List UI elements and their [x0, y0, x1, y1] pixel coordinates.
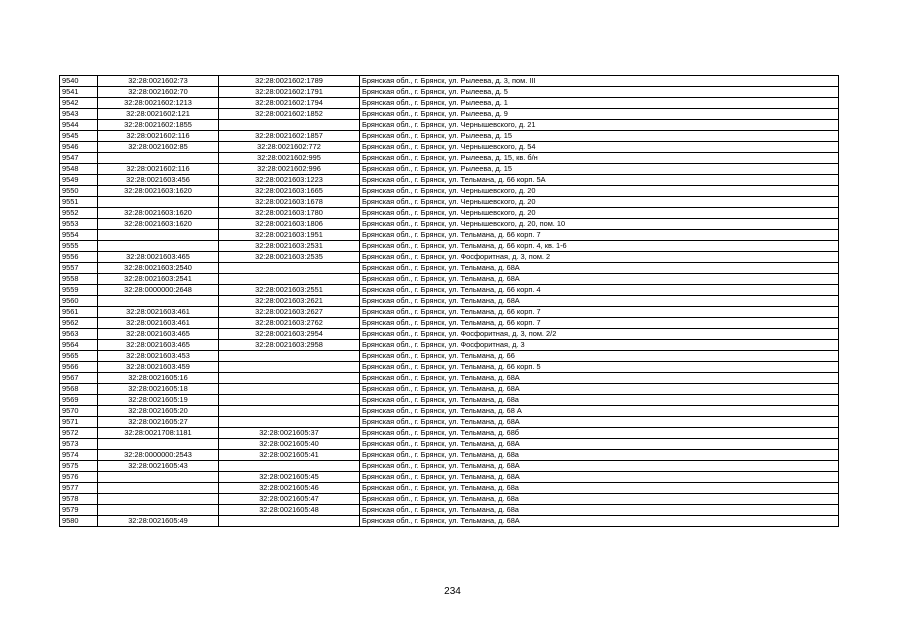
table-row [60, 142, 839, 153]
address-cell: Брянская обл., г. Брянск, ул. Тельмана, д. 66 корп. 7 [360, 318, 839, 329]
address-cell: Брянская обл., г. Брянск, ул. Тельмана, д. 66 корп. 5А [360, 175, 839, 186]
parent-cadastral-number-cell: 32:28:0021602:1857 [219, 131, 360, 142]
row-number-cell: 9569 [60, 395, 98, 406]
cadastral-number-cell: 32:28:0021603:461 [98, 318, 219, 329]
address-cell: Брянская обл., г. Брянск, ул. Тельмана, д. 68А [360, 461, 839, 472]
cadastral-number-cell: 32:28:0021602:121 [98, 109, 219, 120]
cadastral-number-cell: 32:28:0021605:16 [98, 373, 219, 384]
cadastral-number-cell: 32:28:0021603:2540 [98, 263, 219, 274]
cadastral-number-cell [98, 472, 219, 483]
row-number-cell: 9550 [60, 186, 98, 197]
cadastral-number-cell: 32:28:0021605:43 [98, 461, 219, 472]
parent-cadastral-number-cell: 32:28:0021603:1780 [219, 208, 360, 219]
cadastral-number-cell: 32:28:0021603:465 [98, 252, 219, 263]
table-row [60, 230, 839, 241]
row-number-cell: 9547 [60, 153, 98, 164]
parent-cadastral-number-cell: 32:28:0021603:1806 [219, 219, 360, 230]
parent-cadastral-number-cell [219, 362, 360, 373]
parent-cadastral-number-cell [219, 384, 360, 395]
cadastral-number-cell: 32:28:0021603:1620 [98, 219, 219, 230]
address-cell: Брянская обл., г. Брянск, ул. Чернышевского, д. 20 [360, 197, 839, 208]
table-row [60, 472, 839, 483]
address-cell: Брянская обл., г. Брянск, ул. Чернышевского, д. 54 [360, 142, 839, 153]
registry-table-body [60, 76, 839, 527]
cadastral-number-cell [98, 505, 219, 516]
address-cell: Брянская обл., г. Брянск, ул. Чернышевского, д. 20, пом. 10 [360, 219, 839, 230]
address-cell: Брянская обл., г. Брянск, ул. Тельмана, д. 68а [360, 483, 839, 494]
row-number-cell: 9559 [60, 285, 98, 296]
cadastral-number-cell: 32:28:0021602:70 [98, 87, 219, 98]
parent-cadastral-number-cell: 32:28:0021605:47 [219, 494, 360, 505]
table-row [60, 395, 839, 406]
cadastral-number-cell: 32:28:0021602:116 [98, 131, 219, 142]
cadastral-number-cell [98, 439, 219, 450]
table-row [60, 285, 839, 296]
table-row [60, 406, 839, 417]
parent-cadastral-number-cell [219, 263, 360, 274]
table-row [60, 131, 839, 142]
address-cell: Брянская обл., г. Брянск, ул. Рылеева, д. 3, пом. III [360, 76, 839, 87]
table-row [60, 109, 839, 120]
address-cell: Брянская обл., г. Брянск, ул. Рылеева, д. 1 [360, 98, 839, 109]
table-row [60, 428, 839, 439]
address-cell: Брянская обл., г. Брянск, ул. Тельмана, д. 66 корп. 7 [360, 230, 839, 241]
cadastral-number-cell [98, 197, 219, 208]
cadastral-number-cell [98, 296, 219, 307]
cadastral-number-cell [98, 483, 219, 494]
address-cell: Брянская обл., г. Брянск, ул. Тельмана, д. 66 корп. 4, кв. 1-6 [360, 241, 839, 252]
cadastral-number-cell: 32:28:0021603:461 [98, 307, 219, 318]
address-cell: Брянская обл., г. Брянск, ул. Тельмана, д. 68б [360, 428, 839, 439]
parent-cadastral-number-cell: 32:28:0021605:40 [219, 439, 360, 450]
table-row [60, 516, 839, 527]
row-number-cell: 9553 [60, 219, 98, 230]
parent-cadastral-number-cell: 32:28:0021603:2531 [219, 241, 360, 252]
address-cell: Брянская обл., г. Брянск, ул. Тельмана, д. 68А [360, 439, 839, 450]
table-row [60, 483, 839, 494]
parent-cadastral-number-cell: 32:28:0021603:1223 [219, 175, 360, 186]
parent-cadastral-number-cell: 32:28:0021603:2535 [219, 252, 360, 263]
parent-cadastral-number-cell [219, 461, 360, 472]
row-number-cell: 9570 [60, 406, 98, 417]
address-cell: Брянская обл., г. Брянск, ул. Рылеева, д. 15 [360, 164, 839, 175]
row-number-cell: 9548 [60, 164, 98, 175]
parent-cadastral-number-cell: 32:28:0021602:772 [219, 142, 360, 153]
address-cell: Брянская обл., г. Брянск, ул. Тельмана, д. 68А [360, 472, 839, 483]
row-number-cell: 9554 [60, 230, 98, 241]
cadastral-number-cell: 32:28:0021603:1620 [98, 208, 219, 219]
cadastral-number-cell: 32:28:0021603:456 [98, 175, 219, 186]
parent-cadastral-number-cell: 32:28:0021605:45 [219, 472, 360, 483]
address-cell: Брянская обл., г. Брянск, ул. Тельмана, д. 68А [360, 274, 839, 285]
cadastral-number-cell: 32:28:0021602:73 [98, 76, 219, 87]
cadastral-number-cell: 32:28:0021602:85 [98, 142, 219, 153]
row-number-cell: 9564 [60, 340, 98, 351]
cadastral-number-cell: 32:28:0000000:2648 [98, 285, 219, 296]
parent-cadastral-number-cell [219, 417, 360, 428]
cadastral-number-cell: 32:28:0021603:1620 [98, 186, 219, 197]
table-row [60, 153, 839, 164]
parent-cadastral-number-cell [219, 274, 360, 285]
address-cell: Брянская обл., г. Брянск, ул. Фосфоритная, д. 3, пом. 2/2 [360, 329, 839, 340]
row-number-cell: 9540 [60, 76, 98, 87]
table-row [60, 252, 839, 263]
table-row [60, 274, 839, 285]
table-row [60, 340, 839, 351]
parent-cadastral-number-cell [219, 395, 360, 406]
row-number-cell: 9543 [60, 109, 98, 120]
table-row [60, 87, 839, 98]
parent-cadastral-number-cell: 32:28:0021602:995 [219, 153, 360, 164]
parent-cadastral-number-cell: 32:28:0021603:2954 [219, 329, 360, 340]
table-row [60, 186, 839, 197]
cadastral-number-cell: 32:28:0021602:116 [98, 164, 219, 175]
table-row [60, 164, 839, 175]
row-number-cell: 9561 [60, 307, 98, 318]
row-number-cell: 9552 [60, 208, 98, 219]
table-row [60, 384, 839, 395]
row-number-cell: 9562 [60, 318, 98, 329]
cadastral-number-cell: 32:28:0021605:49 [98, 516, 219, 527]
cadastral-number-cell: 32:28:0021605:27 [98, 417, 219, 428]
row-number-cell: 9575 [60, 461, 98, 472]
table-row [60, 494, 839, 505]
table-row [60, 263, 839, 274]
parent-cadastral-number-cell [219, 373, 360, 384]
cadastral-number-cell: 32:28:0021708:1181 [98, 428, 219, 439]
cadastral-number-cell: 32:28:0021603:453 [98, 351, 219, 362]
row-number-cell: 9544 [60, 120, 98, 131]
parent-cadastral-number-cell [219, 120, 360, 131]
parent-cadastral-number-cell: 32:28:0021602:1794 [219, 98, 360, 109]
address-cell: Брянская обл., г. Брянск, ул. Тельмана, д. 68 А [360, 406, 839, 417]
parent-cadastral-number-cell: 32:28:0021603:2958 [219, 340, 360, 351]
table-row [60, 307, 839, 318]
cadastral-number-cell: 32:28:0021602:1213 [98, 98, 219, 109]
address-cell: Брянская обл., г. Брянск, ул. Фосфоритная, д. 3, пом. 2 [360, 252, 839, 263]
table-row [60, 175, 839, 186]
address-cell: Брянская обл., г. Брянск, ул. Тельмана, д. 68А [360, 516, 839, 527]
parent-cadastral-number-cell [219, 406, 360, 417]
page-number: 234 [444, 586, 461, 597]
table-row [60, 461, 839, 472]
row-number-cell: 9574 [60, 450, 98, 461]
row-number-cell: 9568 [60, 384, 98, 395]
cadastral-number-cell: 32:28:0021603:465 [98, 340, 219, 351]
row-number-cell: 9558 [60, 274, 98, 285]
cadastral-number-cell: 32:28:0021603:459 [98, 362, 219, 373]
row-number-cell: 9572 [60, 428, 98, 439]
cadastral-number-cell [98, 230, 219, 241]
cadastral-number-cell: 32:28:0021602:1855 [98, 120, 219, 131]
parent-cadastral-number-cell: 32:28:0021603:1678 [219, 197, 360, 208]
table-row [60, 373, 839, 384]
table-row [60, 98, 839, 109]
parent-cadastral-number-cell: 32:28:0021603:2627 [219, 307, 360, 318]
address-cell: Брянская обл., г. Брянск, ул. Чернышевского, д. 21 [360, 120, 839, 131]
parent-cadastral-number-cell: 32:28:0021602:1789 [219, 76, 360, 87]
table-row [60, 417, 839, 428]
cadastral-number-cell [98, 241, 219, 252]
row-number-cell: 9557 [60, 263, 98, 274]
table-row [60, 362, 839, 373]
address-cell: Брянская обл., г. Брянск, ул. Тельмана, д. 66 корп. 7 [360, 307, 839, 318]
address-cell: Брянская обл., г. Брянск, ул. Тельмана, д. 68а [360, 494, 839, 505]
cadastral-number-cell: 32:28:0021603:2541 [98, 274, 219, 285]
table-row [60, 318, 839, 329]
row-number-cell: 9546 [60, 142, 98, 153]
address-cell: Брянская обл., г. Брянск, ул. Тельмана, д. 66 корп. 5 [360, 362, 839, 373]
row-number-cell: 9566 [60, 362, 98, 373]
row-number-cell: 9567 [60, 373, 98, 384]
address-cell: Брянская обл., г. Брянск, ул. Чернышевского, д. 20 [360, 186, 839, 197]
address-cell: Брянская обл., г. Брянск, ул. Тельмана, д. 68А [360, 296, 839, 307]
address-cell: Брянская обл., г. Брянск, ул. Рылеева, д. 9 [360, 109, 839, 120]
address-cell: Брянская обл., г. Брянск, ул. Фосфоритная, д. 3 [360, 340, 839, 351]
row-number-cell: 9545 [60, 131, 98, 142]
parent-cadastral-number-cell: 32:28:0021603:1951 [219, 230, 360, 241]
parent-cadastral-number-cell: 32:28:0021602:1791 [219, 87, 360, 98]
row-number-cell: 9555 [60, 241, 98, 252]
row-number-cell: 9551 [60, 197, 98, 208]
parent-cadastral-number-cell: 32:28:0021603:2551 [219, 285, 360, 296]
table-row [60, 241, 839, 252]
address-cell: Брянская обл., г. Брянск, ул. Тельмана, д. 68а [360, 505, 839, 516]
parent-cadastral-number-cell: 32:28:0021603:2621 [219, 296, 360, 307]
parent-cadastral-number-cell: 32:28:0021603:1665 [219, 186, 360, 197]
parent-cadastral-number-cell [219, 351, 360, 362]
row-number-cell: 9565 [60, 351, 98, 362]
table-row [60, 329, 839, 340]
table-row [60, 351, 839, 362]
registry-table [59, 75, 839, 527]
parent-cadastral-number-cell: 32:28:0021605:41 [219, 450, 360, 461]
address-cell: Брянская обл., г. Брянск, ул. Чернышевского, д. 20 [360, 208, 839, 219]
address-cell: Брянская обл., г. Брянск, ул. Рылеева, д. 15 [360, 131, 839, 142]
parent-cadastral-number-cell: 32:28:0021602:996 [219, 164, 360, 175]
address-cell: Брянская обл., г. Брянск, ул. Тельмана, д. 68а [360, 450, 839, 461]
row-number-cell: 9560 [60, 296, 98, 307]
address-cell: Брянская обл., г. Брянск, ул. Рылеева, д. 5 [360, 87, 839, 98]
parent-cadastral-number-cell: 32:28:0021605:48 [219, 505, 360, 516]
table-row [60, 505, 839, 516]
cadastral-number-cell: 32:28:0021605:19 [98, 395, 219, 406]
row-number-cell: 9577 [60, 483, 98, 494]
row-number-cell: 9580 [60, 516, 98, 527]
address-cell: Брянская обл., г. Брянск, ул. Тельмана, д. 68А [360, 417, 839, 428]
parent-cadastral-number-cell: 32:28:0021605:37 [219, 428, 360, 439]
row-number-cell: 9576 [60, 472, 98, 483]
cadastral-number-cell [98, 153, 219, 164]
parent-cadastral-number-cell: 32:28:0021602:1852 [219, 109, 360, 120]
address-cell: Брянская обл., г. Брянск, ул. Тельмана, д. 68А [360, 263, 839, 274]
cadastral-number-cell: 32:28:0000000:2543 [98, 450, 219, 461]
address-cell: Брянская обл., г. Брянск, ул. Тельмана, д. 66 [360, 351, 839, 362]
row-number-cell: 9542 [60, 98, 98, 109]
cadastral-number-cell: 32:28:0021605:18 [98, 384, 219, 395]
row-number-cell: 9549 [60, 175, 98, 186]
parent-cadastral-number-cell: 32:28:0021603:2762 [219, 318, 360, 329]
row-number-cell: 9563 [60, 329, 98, 340]
table-row [60, 450, 839, 461]
row-number-cell: 9579 [60, 505, 98, 516]
cadastral-number-cell: 32:28:0021603:465 [98, 329, 219, 340]
address-cell: Брянская обл., г. Брянск, ул. Тельмана, д. 68А [360, 384, 839, 395]
cadastral-number-cell: 32:28:0021605:20 [98, 406, 219, 417]
row-number-cell: 9556 [60, 252, 98, 263]
cadastral-number-cell [98, 494, 219, 505]
parent-cadastral-number-cell [219, 516, 360, 527]
row-number-cell: 9571 [60, 417, 98, 428]
parent-cadastral-number-cell: 32:28:0021605:46 [219, 483, 360, 494]
row-number-cell: 9578 [60, 494, 98, 505]
table-row [60, 296, 839, 307]
table-row [60, 208, 839, 219]
table-row [60, 120, 839, 131]
address-cell: Брянская обл., г. Брянск, ул. Рылеева, д. 15, кв. б/н [360, 153, 839, 164]
address-cell: Брянская обл., г. Брянск, ул. Тельмана, д. 66 корп. 4 [360, 285, 839, 296]
address-cell: Брянская обл., г. Брянск, ул. Тельмана, д. 68а [360, 395, 839, 406]
table-row [60, 76, 839, 87]
table-row [60, 219, 839, 230]
address-cell: Брянская обл., г. Брянск, ул. Тельмана, д. 68А [360, 373, 839, 384]
table-row [60, 197, 839, 208]
row-number-cell: 9573 [60, 439, 98, 450]
table-row [60, 439, 839, 450]
row-number-cell: 9541 [60, 87, 98, 98]
